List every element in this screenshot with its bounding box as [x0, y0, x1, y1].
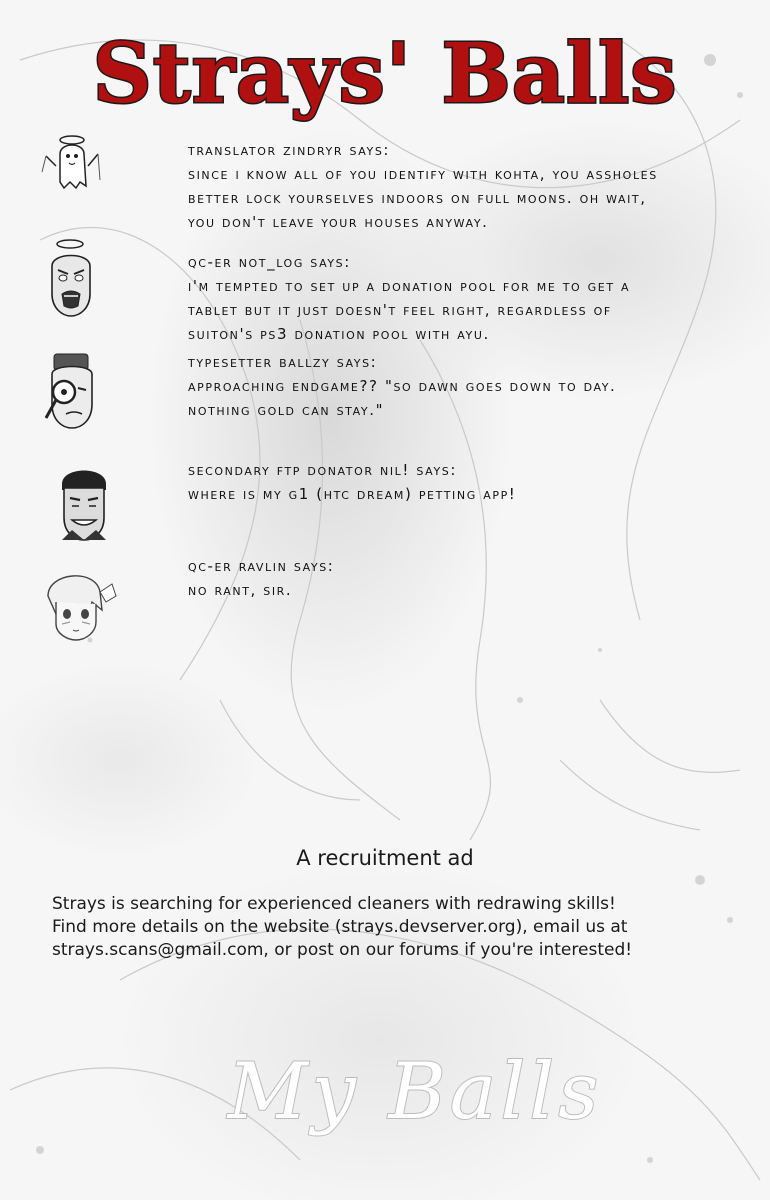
comment-qc-not-log	[188, 250, 758, 346]
blushing-girl-icon	[40, 562, 104, 632]
speaker-label: typesetter ballzy says:	[188, 353, 378, 371]
recruitment-body: Strays is searching for experienced cleaners with redrawing skills! Find more details on the website (strays.devserver.org), email us at strays.scans@gmail.com, or post on our forums if you're interested!	[52, 894, 633, 960]
speaker-label: qc-er not_log says:	[188, 253, 351, 271]
grinning-man-icon	[52, 460, 116, 530]
footer-text: My Balls	[227, 1047, 603, 1137]
comment-message: i'm tempted to set up a donation pool for me to get a tablet but it just doesn't feel right, regardless of suiton's ps3 donation pool with ayu.	[188, 277, 631, 343]
speaker-label: qc-er ravlin says:	[188, 557, 335, 575]
screaming-face-halo-icon	[40, 236, 104, 306]
comment-donator-nil	[188, 458, 758, 506]
page-title	[0, 10, 770, 130]
page-title-text: Strays' Balls	[92, 26, 678, 122]
detective-magnifier-icon	[40, 348, 104, 418]
speaker-label: translator zindryr says:	[188, 141, 391, 159]
comment-message: since i know all of you identify with kohta, you assholes better lock yourselves indoors on full moons. oh wait, you don't leave your houses anyway.	[188, 165, 658, 231]
comment-message: no rant, sir.	[188, 581, 293, 599]
recruitment-heading: A recruitment ad	[296, 846, 474, 870]
comment-typesetter-ballzy	[188, 350, 758, 422]
comment-qc-ravlin	[188, 554, 758, 602]
speaker-label: secondary ftp donator nil! says:	[188, 461, 457, 479]
ghost-angel-icon	[38, 132, 102, 202]
comment-translator-zindryr	[188, 138, 758, 234]
comment-message: where is my g1 (htc dream) petting app!	[188, 485, 517, 503]
footer-watermark	[0, 1040, 770, 1150]
comment-message: approaching endgame?? "so dawn goes down to day. nothing gold can stay."	[188, 377, 617, 419]
